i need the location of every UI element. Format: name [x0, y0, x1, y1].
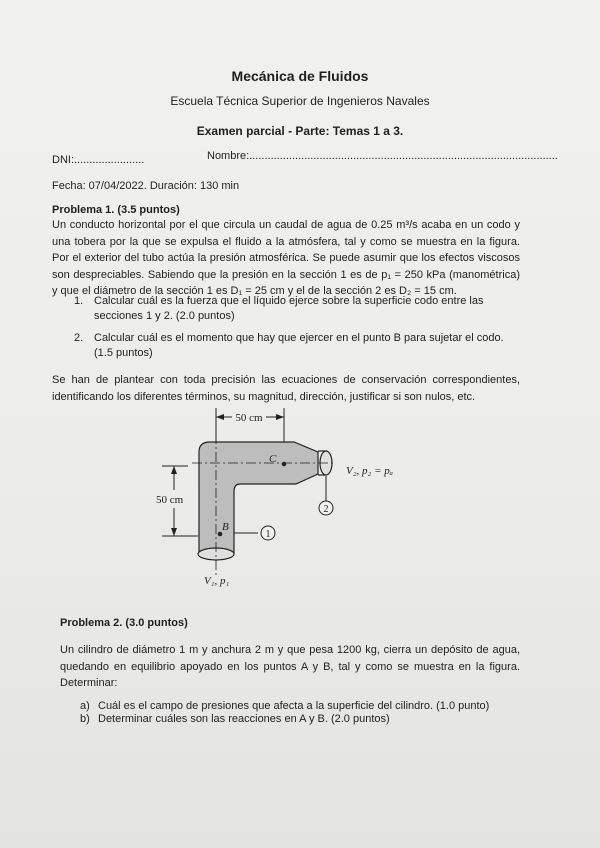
- item-text: Determinar cuáles son las reacciones en A y B. (2.0 puntos): [98, 713, 390, 725]
- inlet-label: V₁, p₁: [204, 575, 230, 587]
- exam-title: Examen parcial - Parte: Temas 1 a 3.: [196, 124, 404, 138]
- task-text: Calcular cuál es el momento que hay que ejercer en el punto B para sujetar el codo. (1.5 puntos): [94, 332, 504, 359]
- problem1-task: [74, 294, 520, 324]
- item-text: Cuál es el campo de presiones que afecta a la superficie del cilindro. (1.0 punto): [98, 700, 490, 712]
- page-title: Mecánica de Fluidos: [231, 68, 369, 84]
- problem2-item: [80, 712, 520, 727]
- task-text: Calcular cuál es la fuerza que el líquido ejerce sobre la superficie codo entre las secciones 1 y 2. (2.0 puntos): [94, 295, 484, 322]
- nombre-field: Nombre:.....................................................................................................: [207, 150, 558, 162]
- label-b: B: [222, 521, 229, 533]
- dim-left-label: 50 cm: [156, 494, 184, 506]
- problem1-heading: Problema 1. (3.5 puntos): [52, 204, 180, 216]
- item-letter: a): [80, 700, 90, 712]
- problem2-heading: Problema 2. (3.0 puntos): [60, 617, 188, 629]
- task-number: 1.: [74, 295, 84, 307]
- problem2-statement: Un cilindro de diámetro 1 m y anchura 2 m y que pesa 1200 kg, cierra un depósito de agua, quedando en equilibrio apoyado en los puntos A y B, tal y como se muestra en la figura. Determinar:: [60, 644, 520, 689]
- school-name: Escuela Técnica Superior de Ingenieros Navales: [170, 94, 430, 108]
- elbow-nozzle-figure: [136, 404, 436, 594]
- item-letter: b): [80, 713, 90, 725]
- dim-top-label: 50 cm: [235, 412, 263, 424]
- section-1-label: 1: [265, 529, 271, 540]
- task-number: 2.: [74, 332, 84, 344]
- outlet-label: V₂, p₂ = pₐ: [346, 465, 394, 477]
- problem1-statement: Un conducto horizontal por el que circula un caudal de agua de 0.25 m³/s acaba en un codo y una tobera por la que se expulsa el fluido a la atmósfera, tal y como se muestra en la figura. Por el exterior del tubo actúa la presión atmosférica. Se puede asumir que los efectos viscosos son despreciables. Sabiendo que la presión en la sección 1 es de p₁ = 250 kPa (manométrica) y que el diámetro de la sección 1 es D₁ = 25 cm y el de la sección 2 es D₂ = 15 cm.: [52, 219, 520, 297]
- section-2-label: 2: [323, 504, 329, 515]
- label-c: C: [269, 453, 277, 465]
- point-c: [282, 462, 287, 467]
- problem1-note: Se han de plantear con toda precisión las ecuaciones de conservación correspondientes, identificando los diferentes términos, su magnitud, dirección, justificar si son nulos, etc.: [52, 374, 520, 403]
- dni-field: DNI:.......................: [52, 154, 145, 166]
- elbow-pipe: [199, 442, 318, 554]
- problem1-task: [74, 331, 520, 361]
- exam-date: Fecha: 07/04/2022. Duración: 130 min: [52, 180, 240, 192]
